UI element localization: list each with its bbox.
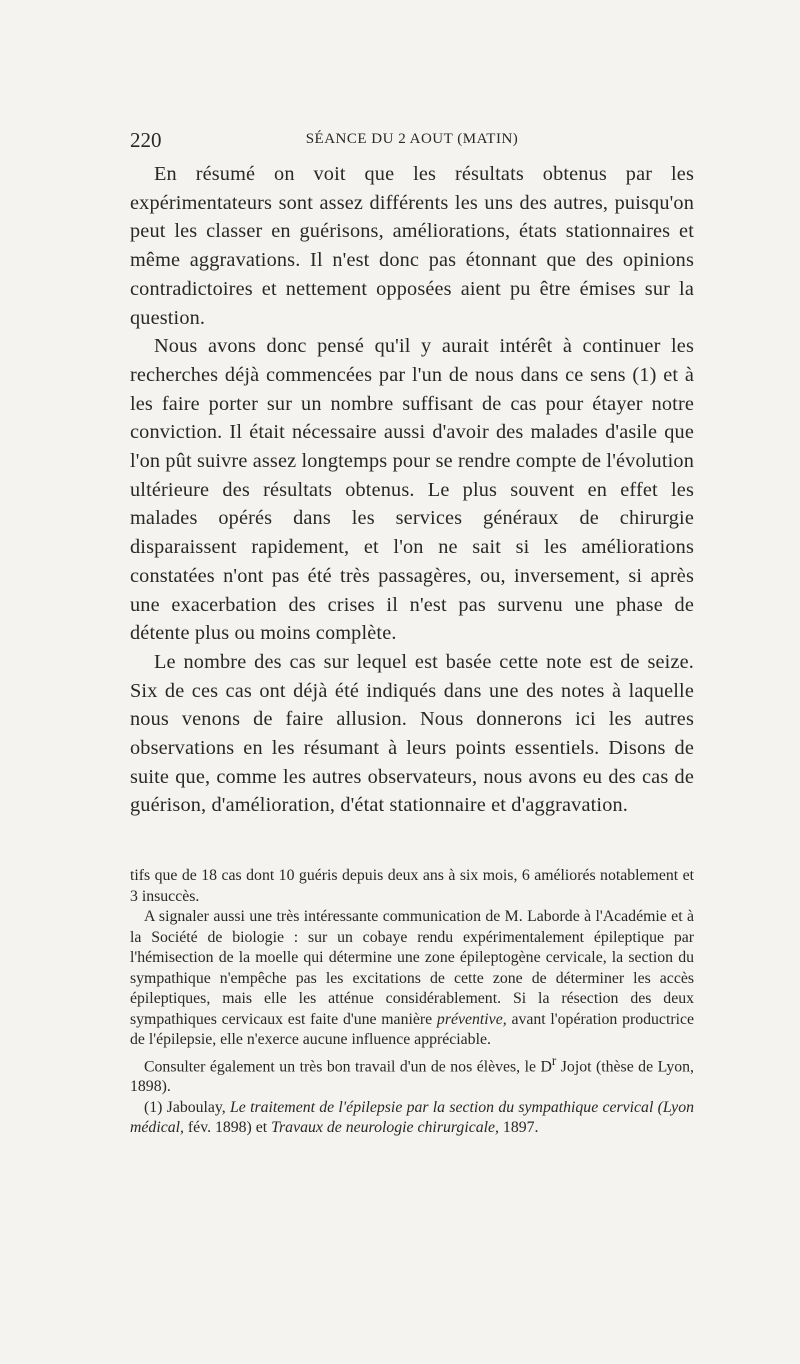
paragraph: En résumé on voit que les résultats obtenus par les expérimentateurs sont assez différents les uns des autres, puisqu'on peut les classer en guérisons, améliorations, états stationnaires et même aggravations. Il n'est donc pas étonnant que des opinions contradictoires et nettement opposées aient pu être émises sur la question. (130, 163, 694, 329)
paragraph: Le nombre des cas sur lequel est basée cette note est de seize. Six de ces cas ont déjà été indiqués dans une des notes à laquelle nous venons de faire allusion. Nous donnerons ici les autres observations en les résumant à leurs points essentiels. Disons de suite que, comme les autres observateurs, nous avons eu des cas de guérison, d'amélioration, d'état stationnaire et d'aggravation. (130, 650, 694, 817)
running-title: SÉANCE DU 2 AOUT (MATIN) (305, 131, 519, 147)
footnote-text: Consulter également un très bon travail d'un de nos élèves, le D (144, 1057, 552, 1075)
footnote-italic: préventive, (436, 1010, 507, 1028)
footnote-1 (130, 1098, 694, 1139)
footnote-text: 1897. (502, 1119, 539, 1137)
footnote-superscript: r (551, 1052, 557, 1068)
footnote-text: avant l'opération productrice de l'épilepsie, elle n'exerce aucune influence appréciable. (130, 1010, 695, 1048)
main-text (130, 160, 694, 820)
footnote-text: A signaler aussi une très intéressante communication de M. Laborde à l'Académie et à la Société de biologie : sur un cobaye rendu expérimentalement épileptique par l'hémisection de la moelle qui détermine une zone épileptogène cervicale, la section du sympathique n'empêche pas les excitations de cette zone de déterminer les accès épileptiques, mais elle les atténue considérablement. Si la résection des deux sympathiques cervicaux est faite d'une manière (130, 908, 694, 1028)
page-header (130, 128, 694, 152)
page-number: 220 (130, 128, 162, 152)
footnote-text: fév. 1898) et (187, 1119, 268, 1137)
paragraph: Nous avons donc pensé qu'il y aurait intérêt à continuer les recherches déjà commencées par l'un de nous dans ce sens (1) et à les faire porter sur un nombre suffisant de cas pour étayer notre conviction. Il était nécessaire aussi d'avoir des malades d'asile que l'on pût suivre assez longtemps pour se rendre compte de l'évolution ultérieure des résultats obtenus. Le plus souvent en effet les malades opérés dans les services généraux de chirurgie disparaissent rapidement, et l'on ne sait si les améliorations constatées n'ont pas été très passagères, ou, inversement, si après une exacerbation des crises il n'est pas survenu une phase de détente plus ou moins complète. (130, 335, 694, 645)
footnotes (130, 866, 694, 1139)
footnote-paragraph (130, 907, 694, 1051)
cited-journal: (Lyon médical, (130, 1098, 694, 1137)
footnote-text: Jojot (thèse de Lyon, 1898). (130, 1057, 694, 1096)
footnote-marker: (1) Jaboulay, (144, 1098, 226, 1116)
footnote-paragraph (130, 1051, 694, 1098)
cited-book: Travaux de neurologie chirurgicale, (271, 1119, 499, 1137)
footnote-continued: tifs que de 18 cas dont 10 guéris depuis deux ans à six mois, 6 améliorés notablement et 3 insuccès. (130, 867, 694, 905)
cited-title: Le traitement de l'épilepsie par la section du sympathique cervical (230, 1098, 654, 1116)
